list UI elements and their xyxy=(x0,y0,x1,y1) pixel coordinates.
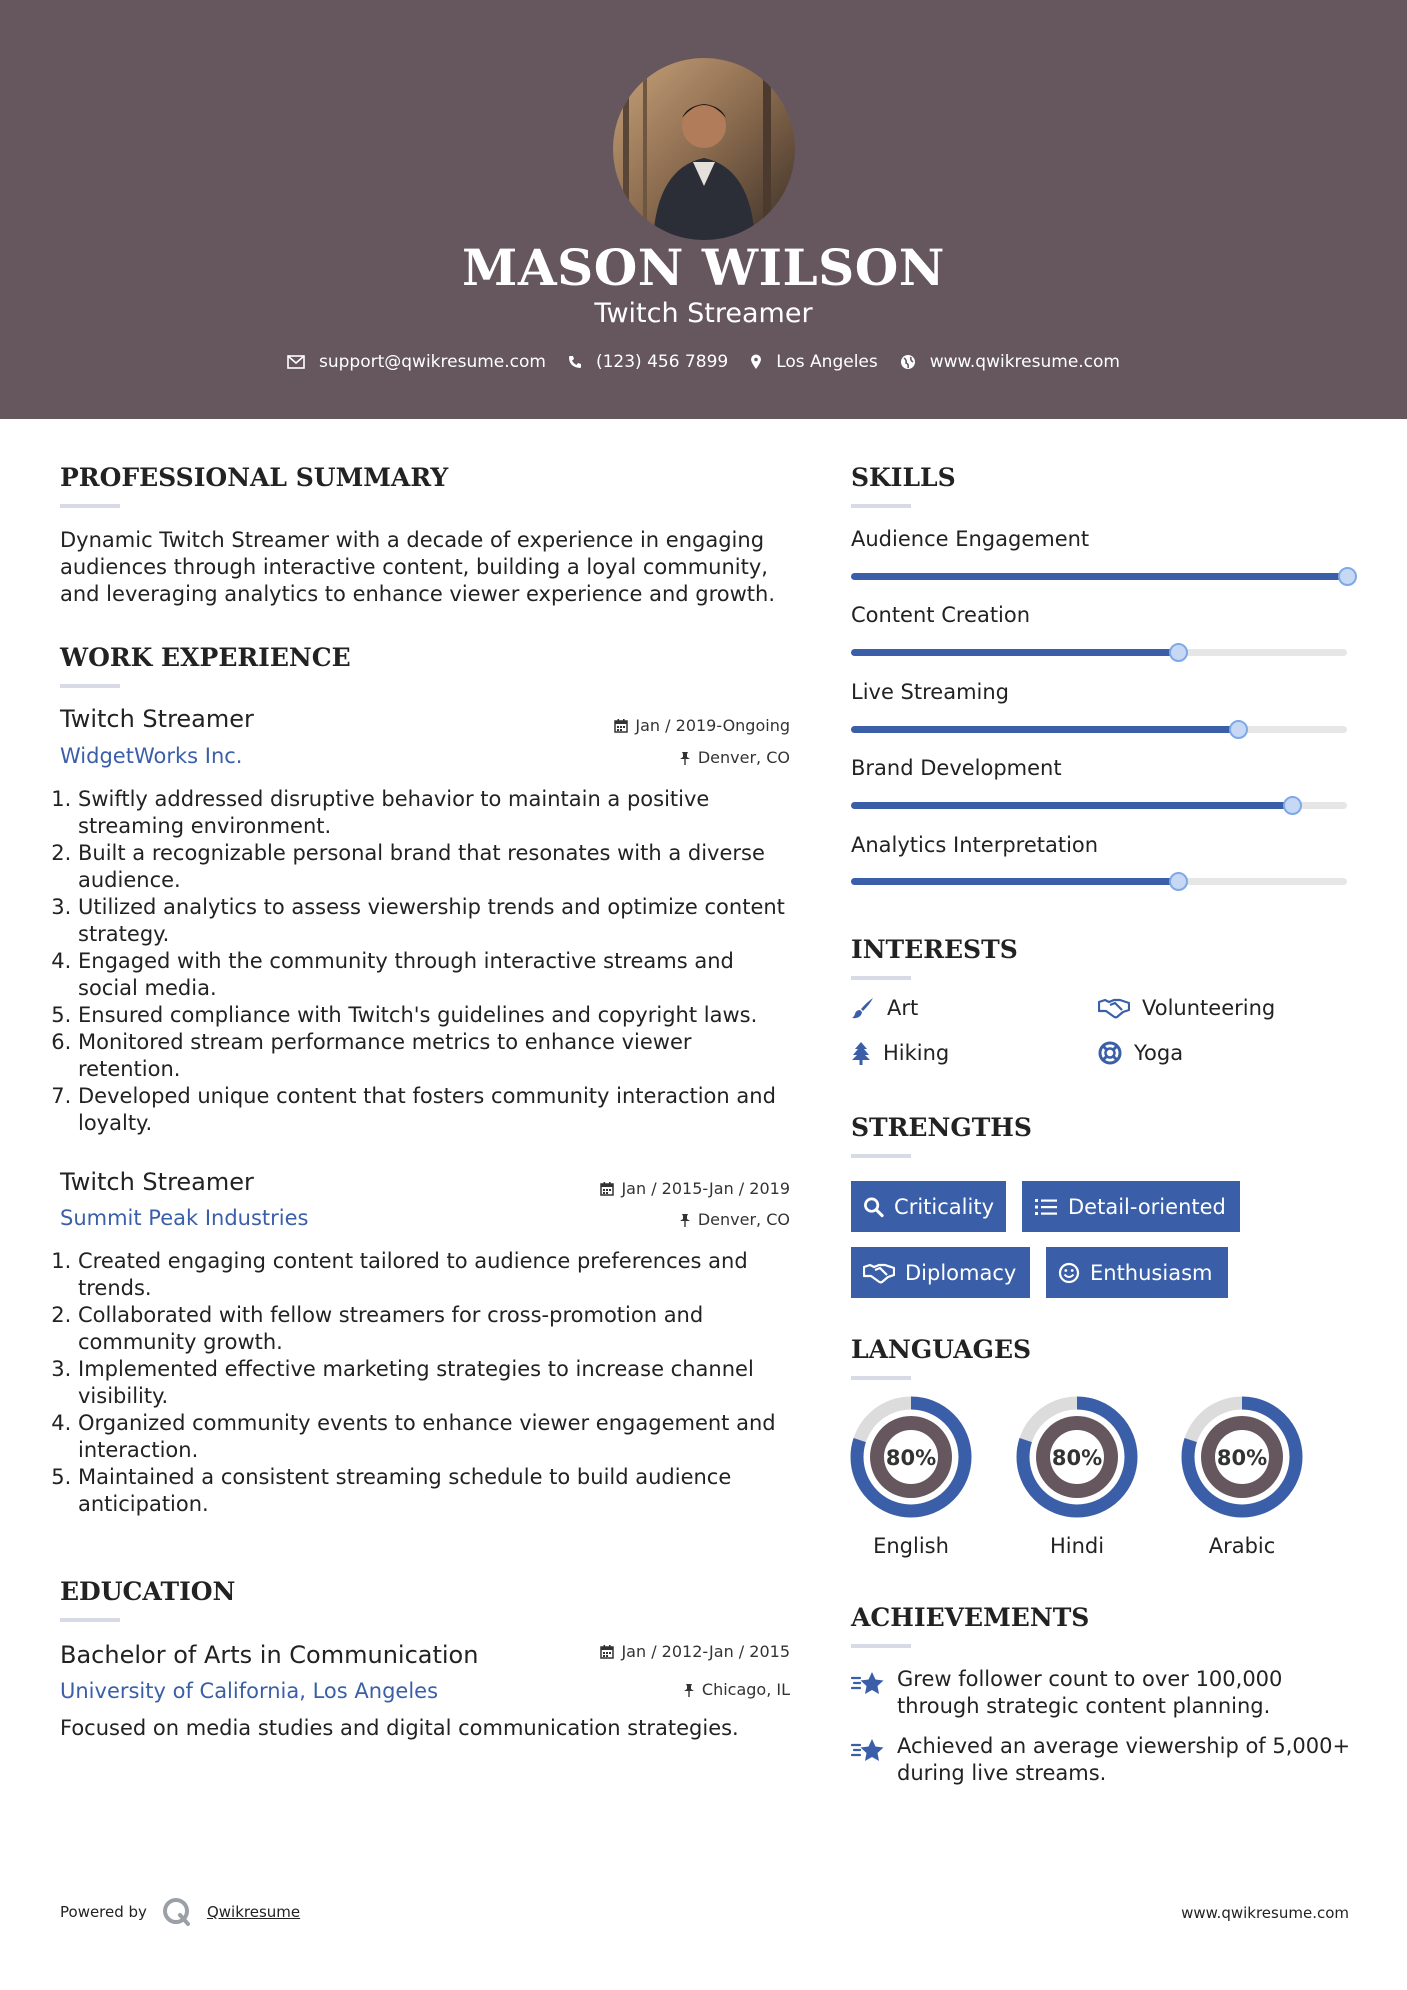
education-degree: Bachelor of Arts in Communication xyxy=(60,1641,479,1669)
education-school: University of California, Los Angeles xyxy=(60,1679,439,1703)
skill-bar xyxy=(851,726,1347,733)
section-title-summary: PROFESSIONAL SUMMARY xyxy=(60,463,449,492)
strength-label: Criticality xyxy=(894,1194,994,1219)
contact-email-text: support@qwikresume.com xyxy=(319,352,546,372)
handshake-icon xyxy=(863,1262,895,1284)
interest-label: Art xyxy=(887,996,919,1020)
section-underline xyxy=(851,1644,911,1648)
list-item: 2. Collaborated with fellow streamers for cross-promotion and community growth. xyxy=(78,1302,790,1356)
strength-chip xyxy=(851,1181,1006,1232)
section-title-strengths: STRENGTHS xyxy=(851,1113,1032,1142)
job-location xyxy=(560,748,790,767)
section-title-education: EDUCATION xyxy=(60,1577,236,1606)
paintbrush-icon xyxy=(851,996,875,1020)
summary-text: Dynamic Twitch Streamer with a decade of experience in engaging audiences through interactive content, building a loyal community, and leveraging analytics to enhance viewer experience and growth. xyxy=(60,528,776,606)
language-item xyxy=(1016,1396,1138,1558)
strength-chip xyxy=(1022,1181,1240,1232)
phone-icon xyxy=(568,355,582,369)
section-underline xyxy=(851,976,911,980)
achievement-text: Achieved an average viewership of 5,000+ during live streams. xyxy=(897,1734,1351,1785)
section-underline xyxy=(851,1376,911,1380)
contact-email[interactable] xyxy=(287,352,546,372)
section-underline xyxy=(851,504,911,508)
interest-item xyxy=(1098,1041,1183,1065)
interest-label: Volunteering xyxy=(1142,996,1276,1020)
pin-icon xyxy=(679,1213,691,1227)
language-name: Hindi xyxy=(1049,1534,1105,1558)
qwikresume-link[interactable]: Qwikresume xyxy=(206,1903,301,1921)
skill-bar-knob xyxy=(1169,872,1188,891)
job-location-text: Denver, CO xyxy=(697,748,790,767)
list-item: 1. Created engaging content tailored to audience preferences and trends. xyxy=(78,1248,790,1302)
achievement-item xyxy=(851,1733,1351,1787)
skill-bar-knob xyxy=(1229,720,1248,739)
footer-url[interactable]: www.qwikresume.com xyxy=(1181,1904,1349,1922)
skill-bar-knob xyxy=(1169,643,1188,662)
job-location-text: Denver, CO xyxy=(697,1210,790,1229)
calendar-icon xyxy=(614,719,628,733)
handshake-icon xyxy=(1098,997,1130,1019)
list-item: 4. Engaged with the community through interactive streams and social media. xyxy=(78,948,790,1002)
language-gauge xyxy=(1181,1396,1303,1518)
skill-bar xyxy=(851,802,1347,809)
section-title-achievements: ACHIEVEMENTS xyxy=(851,1603,1090,1632)
achievement-item xyxy=(851,1666,1351,1720)
section-underline xyxy=(60,684,120,688)
search-icon xyxy=(863,1196,884,1218)
list-item: 7. Developed unique content that fosters community interaction and loyalty. xyxy=(78,1083,790,1137)
strength-label: Enthusiasm xyxy=(1090,1260,1213,1285)
language-item xyxy=(850,1396,972,1558)
section-underline xyxy=(60,1618,120,1622)
smile-icon xyxy=(1058,1262,1080,1284)
language-percent: 80% xyxy=(1051,1446,1103,1470)
section-title-languages: LANGUAGES xyxy=(851,1335,1032,1364)
section-title-skills: SKILLS xyxy=(851,463,956,492)
strength-chip xyxy=(851,1247,1030,1298)
footer-powered-by xyxy=(60,1896,300,1928)
section-title-interests: INTERESTS xyxy=(851,935,1018,964)
skill-bar xyxy=(851,878,1347,885)
qwikresume-logo-icon xyxy=(161,1896,193,1928)
list-item: 5. Maintained a consistent streaming schedule to build audience anticipation. xyxy=(78,1464,790,1518)
education-date-text: Jan / 2012-Jan / 2015 xyxy=(621,1642,790,1661)
skill-label: Content Creation xyxy=(851,603,1031,627)
list-item: 1. Swiftly addressed disruptive behavior to maintain a positive streaming environment. xyxy=(78,786,790,840)
job-location xyxy=(560,1210,790,1229)
skill-bar-knob xyxy=(1283,796,1302,815)
list-item: 3. Implemented effective marketing strategies to increase channel visibility. xyxy=(78,1356,790,1410)
language-percent: 80% xyxy=(1216,1446,1268,1470)
skill-bar-fill xyxy=(851,726,1238,733)
interest-label: Hiking xyxy=(883,1041,950,1065)
interest-label: Yoga xyxy=(1134,1041,1184,1065)
skill-bar-fill xyxy=(851,878,1178,885)
skill-label: Audience Engagement xyxy=(851,527,1090,551)
profile-photo xyxy=(613,58,795,240)
section-underline xyxy=(60,504,120,508)
job-date xyxy=(560,716,790,735)
interest-item xyxy=(851,996,918,1020)
contact-phone-text: (123) 456 7899 xyxy=(595,352,729,372)
calendar-icon xyxy=(600,1645,614,1659)
candidate-name: MASON WILSON xyxy=(462,238,945,297)
job-date-text: Jan / 2019-Ongoing xyxy=(635,716,790,735)
skill-label: Live Streaming xyxy=(851,680,1010,704)
contact-website-text: www.qwikresume.com xyxy=(929,352,1120,372)
candidate-role: Twitch Streamer xyxy=(594,298,813,329)
job-company: WidgetWorks Inc. xyxy=(60,744,243,768)
job-company: Summit Peak Industries xyxy=(60,1206,309,1230)
strength-label: Detail-oriented xyxy=(1068,1194,1226,1219)
education-location-text: Chicago, IL xyxy=(701,1680,790,1699)
shooting-star-icon xyxy=(851,1736,885,1764)
contact-location xyxy=(750,352,878,372)
skill-bar-fill xyxy=(851,573,1347,580)
education-description: Focused on media studies and digital communication strategies. xyxy=(60,1716,739,1740)
globe-icon xyxy=(900,354,916,370)
achievement-text: Grew follower count to over 100,000 through strategic content planning. xyxy=(897,1667,1283,1718)
lifebuoy-icon xyxy=(1098,1041,1122,1065)
skill-label: Analytics Interpretation xyxy=(851,833,1099,857)
education-location xyxy=(560,1680,790,1699)
skill-bar-fill xyxy=(851,802,1292,809)
mail-icon xyxy=(287,355,305,369)
skill-bar-fill xyxy=(851,649,1178,656)
calendar-icon xyxy=(600,1182,614,1196)
language-percent: 80% xyxy=(885,1446,937,1470)
interest-item xyxy=(851,1041,949,1065)
job-title: Twitch Streamer xyxy=(60,705,254,733)
header-banner xyxy=(0,0,1407,419)
contact-location-text: Los Angeles xyxy=(776,352,878,372)
language-gauge xyxy=(850,1396,972,1518)
list-item: 5. Ensured compliance with Twitch's guidelines and copyright laws. xyxy=(78,1002,790,1029)
skill-bar xyxy=(851,649,1347,656)
language-name: English xyxy=(873,1534,949,1558)
section-title-work: WORK EXPERIENCE xyxy=(60,643,351,672)
pin-icon xyxy=(683,1683,695,1697)
language-item xyxy=(1181,1396,1303,1558)
list-item: 6. Monitored stream performance metrics to enhance viewer retention. xyxy=(78,1029,790,1083)
job-date-text: Jan / 2015-Jan / 2019 xyxy=(621,1179,790,1198)
job-title: Twitch Streamer xyxy=(60,1168,254,1196)
education-date xyxy=(540,1642,790,1661)
language-gauge xyxy=(1016,1396,1138,1518)
interest-item xyxy=(1098,996,1275,1020)
location-icon xyxy=(750,354,762,370)
skill-bar xyxy=(851,573,1347,580)
powered-by-text: Powered by xyxy=(60,1903,147,1921)
contact-bar xyxy=(0,352,1407,372)
profile-photo-image xyxy=(613,58,795,240)
section-underline xyxy=(851,1154,911,1158)
pin-icon xyxy=(679,751,691,765)
contact-phone[interactable] xyxy=(568,352,728,372)
list-item: 2. Built a recognizable personal brand that resonates with a diverse audience. xyxy=(78,840,790,894)
list-item: 3. Utilized analytics to assess viewership trends and optimize content strategy. xyxy=(78,894,790,948)
strength-chip xyxy=(1046,1247,1228,1298)
list-item: 4. Organized community events to enhance viewer engagement and interaction. xyxy=(78,1410,790,1464)
tree-icon xyxy=(851,1041,871,1065)
job-duties-list xyxy=(60,786,790,1137)
language-name: Arabic xyxy=(1208,1534,1276,1558)
shooting-star-icon xyxy=(851,1669,885,1697)
skill-bar-knob xyxy=(1338,567,1357,586)
skill-label: Brand Development xyxy=(851,756,1062,780)
contact-website[interactable] xyxy=(900,352,1120,372)
job-date xyxy=(540,1179,790,1198)
list-icon xyxy=(1034,1197,1058,1217)
job-duties-list xyxy=(60,1248,790,1518)
strength-label: Diplomacy xyxy=(905,1260,1017,1285)
